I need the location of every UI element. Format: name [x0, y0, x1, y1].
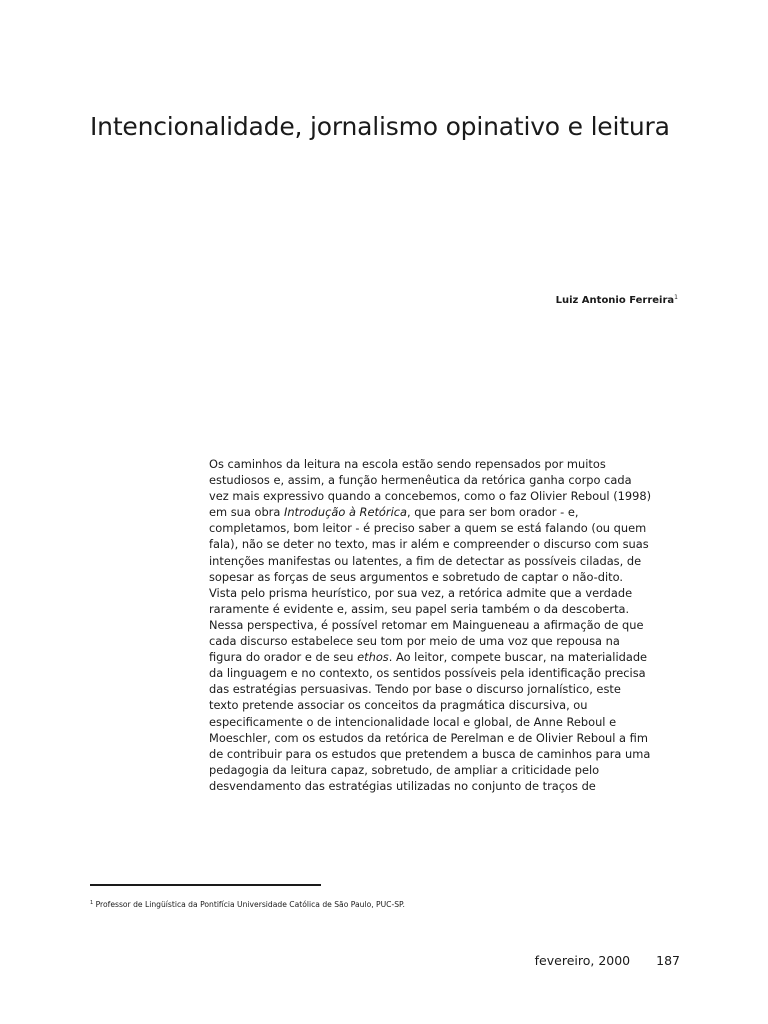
text-run: , que para ser bom orador - e,	[407, 505, 579, 520]
italic-book-title: Introdução à Retórica	[283, 505, 407, 520]
text-line: desvendamento das estratégias utilizadas no conjunto de traços de	[209, 778, 596, 793]
abstract-body	[209, 456, 679, 794]
text-line: estudiosos e, assim, a função hermenêutica da retórica ganha corpo cada	[209, 473, 632, 488]
text-line: especificamente o de intencionalidade local e global, de Anne Reboul e	[209, 714, 617, 729]
author-name-text: Luiz Antonio Ferreira	[555, 295, 675, 306]
footnote-divider	[90, 884, 321, 886]
text-line: pedagogia da leitura capaz, sobretudo, de ampliar a criticidade pelo	[209, 762, 600, 777]
page-footer	[535, 953, 680, 968]
footnote-text: Professor de Lingüística da Pontifícia Universidade Católica de São Paulo, PUC-SP.	[95, 900, 405, 909]
text-line: Moeschler, com os estudos da retórica de Perelman e de Olivier Reboul a fim	[209, 730, 648, 745]
text-line: Vista pelo prisma heurístico, por sua vez, a retórica admite que a verdade	[209, 585, 633, 600]
text-line: sopesar as forças de seus argumentos e sobretudo de captar o não-dito.	[209, 569, 624, 584]
text-line: Nessa perspectiva, é possível retomar em Maingueneau a afirmação de que	[209, 617, 644, 632]
text-line: vez mais expressivo quando a concebemos, como o faz Olivier Reboul (1998)	[209, 489, 652, 504]
author-name	[556, 295, 678, 306]
text-line: de contribuir para os estudos que pretendem a busca de caminhos para uma	[209, 746, 651, 761]
page-number: 187	[656, 953, 680, 968]
text-line: cada discurso estabelece seu tom por meio de uma voz que repousa na	[209, 634, 620, 649]
text-line: texto pretende associar os conceitos da pragmática discursiva, ou	[209, 698, 588, 713]
footnote-marker: 1	[674, 294, 678, 301]
text-run: . Ao leitor, compete buscar, na materialidade	[388, 650, 648, 665]
text-line: fala), não se deter no texto, mas ir além e compreender o discurso com suas	[209, 537, 649, 552]
text-run: figura do orador e de seu	[209, 650, 358, 665]
italic-term: ethos	[357, 650, 389, 665]
footnote-marker: 1	[90, 900, 94, 906]
text-line: das estratégias persuasivas. Tendo por base o discurso jornalístico, este	[209, 682, 621, 697]
footnote	[90, 900, 405, 909]
issue-date: fevereiro, 2000	[534, 953, 631, 968]
text-line: raramente é evidente e, assim, seu papel seria também o da descoberta.	[209, 601, 630, 616]
text-run: em sua obra	[209, 505, 284, 520]
text-line	[209, 649, 679, 665]
text-line: intenções manifestas ou latentes, a fim de detectar as possíveis ciladas, de	[209, 553, 642, 568]
article-title: Intencionalidade, jornalismo opinativo e leitura	[90, 112, 670, 141]
text-line: da linguagem e no contexto, os sentidos possíveis pela identificação precisa	[209, 666, 646, 681]
text-line	[209, 504, 679, 520]
text-line: completamos, bom leitor - é preciso saber a quem se está falando (ou quem	[209, 521, 647, 536]
text-line: Os caminhos da leitura na escola estão sendo repensados por muitos	[209, 457, 606, 471]
